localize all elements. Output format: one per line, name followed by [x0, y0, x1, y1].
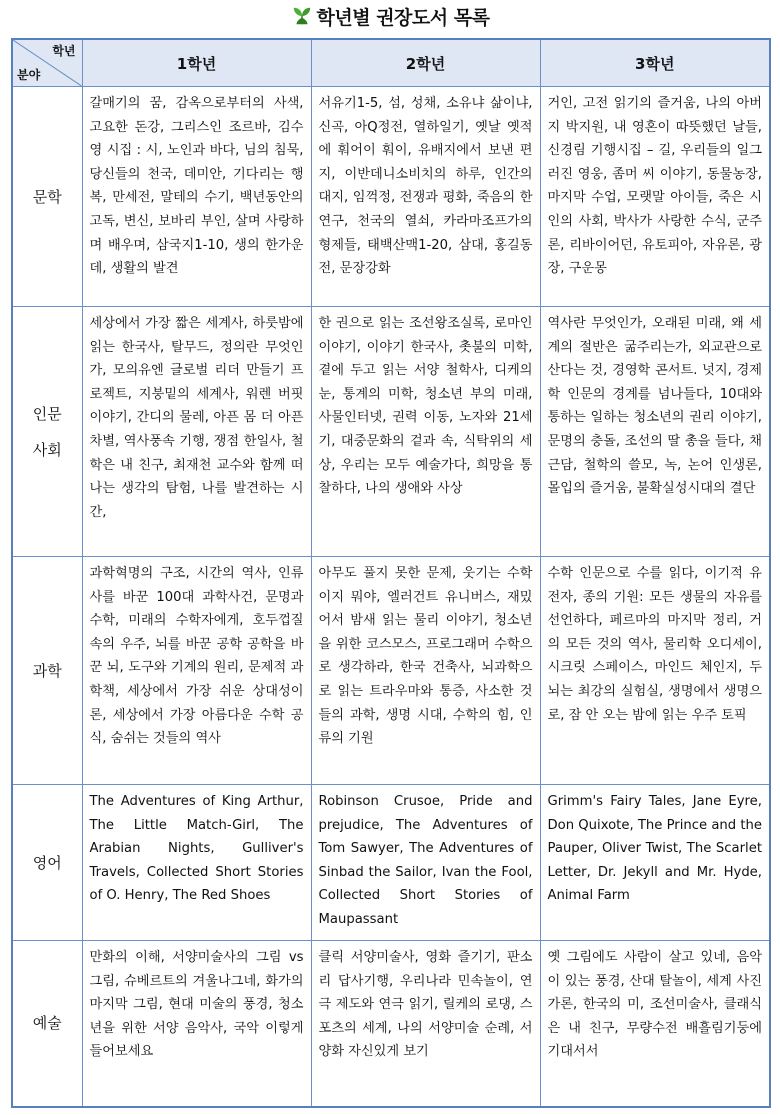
corner-header: [12, 39, 82, 87]
table-row: [12, 941, 770, 1107]
book-list-cell: 서유기1-5, 섬, 성채, 소유냐 삶이냐, 신곡, 아Q정전, 열하일기, 옛날 옛적에 훠어이 훠이, 유배지에서 보낸 편지, 이반데니소비치의 하루, 인간의 대지, 임꺽정, 전쟁과 평화, 죽음의 한 연구, 천국의 열쇠, 카라마조프가의 형제들, 태백산맥1-20, 삼대, 홍길동전, 문장강화: [311, 87, 540, 307]
book-list-cell: 거인, 고전 읽기의 즐거움, 나의 아버지 박지원, 내 영혼이 따뜻했던 날들, 신경림 기행시집 – 길, 우리들의 일그러진 영웅, 좀머 씨 이야기, 동물농장, 마지막 수업, 모랫말 아이들, 죽은 시인의 사회, 박사가 사랑한 수식, 군주론, 리바이어던, 유토피아, 자유론, 광장, 구운몽: [540, 87, 770, 307]
table-row: [12, 87, 770, 307]
book-list-cell: 역사란 무엇인가, 오래된 미래, 왜 세계의 절반은 굶주리는가, 외교관으로 산다는 것, 경영학 콘서트. 넛지, 경제학 인문의 경계를 넘나들다, 10대와 통하는 일하는 청소년의 권리 이야기, 문명의 충돌, 조선의 딸 총을 들다, 채근담, 철학의 쓸모, 녹, 논어 인생론, 몰입의 즐거움, 불확실성시대의 결단: [540, 307, 770, 557]
grade-header: 2학년: [311, 39, 540, 87]
reading-list-table: [11, 38, 771, 1108]
book-list-cell: Grimm's Fairy Tales, Jane Eyre, Don Quixote, The Prince and the Pauper, Oliver Twist, The Scarlet Letter, Dr. Jekyll and Mr. Hyde, Animal Farm: [540, 785, 770, 941]
book-list-cell: 만화의 이해, 서양미술사의 그림 vs 그림, 슈베르트의 겨울나그네, 화가의 마지막 그림, 현대 미술의 풍경, 청소년을 위한 서양 음악사, 국악 이렇게 들어보세요: [82, 941, 311, 1107]
category-label: 문학: [12, 87, 82, 307]
sprout-icon: [291, 5, 313, 27]
grade-header: 1학년: [82, 39, 311, 87]
category-label: 인문 사회: [12, 307, 82, 557]
book-list-cell: 과학혁명의 구조, 시간의 역사, 인류사를 바꾼 100대 과학사건, 문명과 수학, 미래의 수학자에게, 호두껍질 속의 우주, 뇌를 바꾼 공학 공학을 바꾼 뇌, 도구와 기계의 원리, 문제적 과학책, 세상에서 가장 쉬운 상대성이론, 세상에서 가장 아름다운 수학 공식, 숨쉬는 것들의 역사: [82, 557, 311, 785]
book-list-cell: The Adventures of King Arthur, The Little Match-Girl, The Arabian Nights, Gulliver's Travels, Collected Short Stories of O. Henry, The Red Shoes: [82, 785, 311, 941]
book-list-cell: Robinson Crusoe, Pride and prejudice, The Adventures of Tom Sawyer, The Adventures of Sinbad the Sailor, Ivan the Fool, Collected Short Stories of Maupassant: [311, 785, 540, 941]
category-label: 영어: [12, 785, 82, 941]
book-list-cell: 아무도 풀지 못한 문제, 웃기는 수학이지 뭐야, 엘러건트 유니버스, 재밌어서 밤새 읽는 물리 이야기, 청소년을 위한 코스모스, 프로그래머 수학으로 생각하라, 한국 건축사, 뇌과학으로 읽는 트라우마와 통증, 사소한 것들의 과학, 생명 시대, 수학의 힘, 인류의 기원: [311, 557, 540, 785]
grade-header: 3학년: [540, 39, 770, 87]
page-title: 학년별 권장도서 목록: [316, 6, 490, 29]
title-bar: [0, 0, 780, 32]
category-label: 과학: [12, 557, 82, 785]
book-list-cell: 옛 그림에도 사람이 살고 있네, 음악이 있는 풍경, 산대 탈놀이, 세계 사진가론, 한국의 미, 조선미술사, 클래식은 내 친구, 무량수전 배흘림기둥에 기대서서: [540, 941, 770, 1107]
book-list-cell: 한 권으로 읽는 조선왕조실록, 로마인 이야기, 이야기 한국사, 촛불의 미학, 곁에 두고 읽는 서양 철학사, 디케의 눈, 통계의 미학, 청소년 부의 미래, 사물인터넷, 권력 이동, 노자와 21세기, 대중문화의 겉과 속, 식탁위의 세상, 우리는 모두 예술가다, 희망을 통찰하다, 나의 생애와 사상: [311, 307, 540, 557]
corner-grade-label: 학년: [52, 44, 76, 58]
corner-field-label: 분야: [17, 68, 41, 82]
book-list-cell: 세상에서 가장 짧은 세계사, 하룻밤에 읽는 한국사, 탈무드, 정의란 무엇인가, 모의유엔 글로벌 리더 만들기 프로젝트, 지붕밑의 세계사, 워렌 버핏 이야기, 간디의 물레, 아픈 몸 더 아픈 차별, 역사풍속 기행, 쟁점 한일사, 철학은 내 친구, 최재천 교수와 함께 떠나는 생각의 탐험, 나를 발견하는 시간,: [82, 307, 311, 557]
category-label: 예술: [12, 941, 82, 1107]
book-list-cell: 수학 인문으로 수를 읽다, 이기적 유전자, 종의 기원: 모든 생물의 자유를 선언하다, 페르마의 마지막 정리, 거의 모든 것의 역사, 물리학 오디세이, 시크릿 스페이스, 마인드 체인지, 두뇌는 최강의 실험실, 생명에서 생명으로, 잠 안 오는 밤에 읽는 우주 토픽: [540, 557, 770, 785]
table-row: [12, 785, 770, 941]
header-row: [12, 39, 770, 87]
book-list-cell: 갈매기의 꿈, 감옥으로부터의 사색, 고요한 돈강, 그리스인 조르바, 김수영 시집 : 시, 노인과 바다, 님의 침묵, 당신들의 천국, 데미안, 기다리는 행복, 만세전, 말테의 수기, 백년동안의 고독, 변신, 보바리 부인, 살며 사랑하며 배우며, 삼국지1-10, 생의 한가운데, 생활의 발견: [82, 87, 311, 307]
table-row: [12, 557, 770, 785]
table-row: [12, 307, 770, 557]
book-list-cell: 클릭 서양미술사, 영화 즐기기, 판소리 답사기행, 우리나라 민속놀이, 연극 제도와 연극 읽기, 릴케의 로댕, 스포츠의 세계, 나의 서양미술 순례, 서양화 자신있게 보기: [311, 941, 540, 1107]
